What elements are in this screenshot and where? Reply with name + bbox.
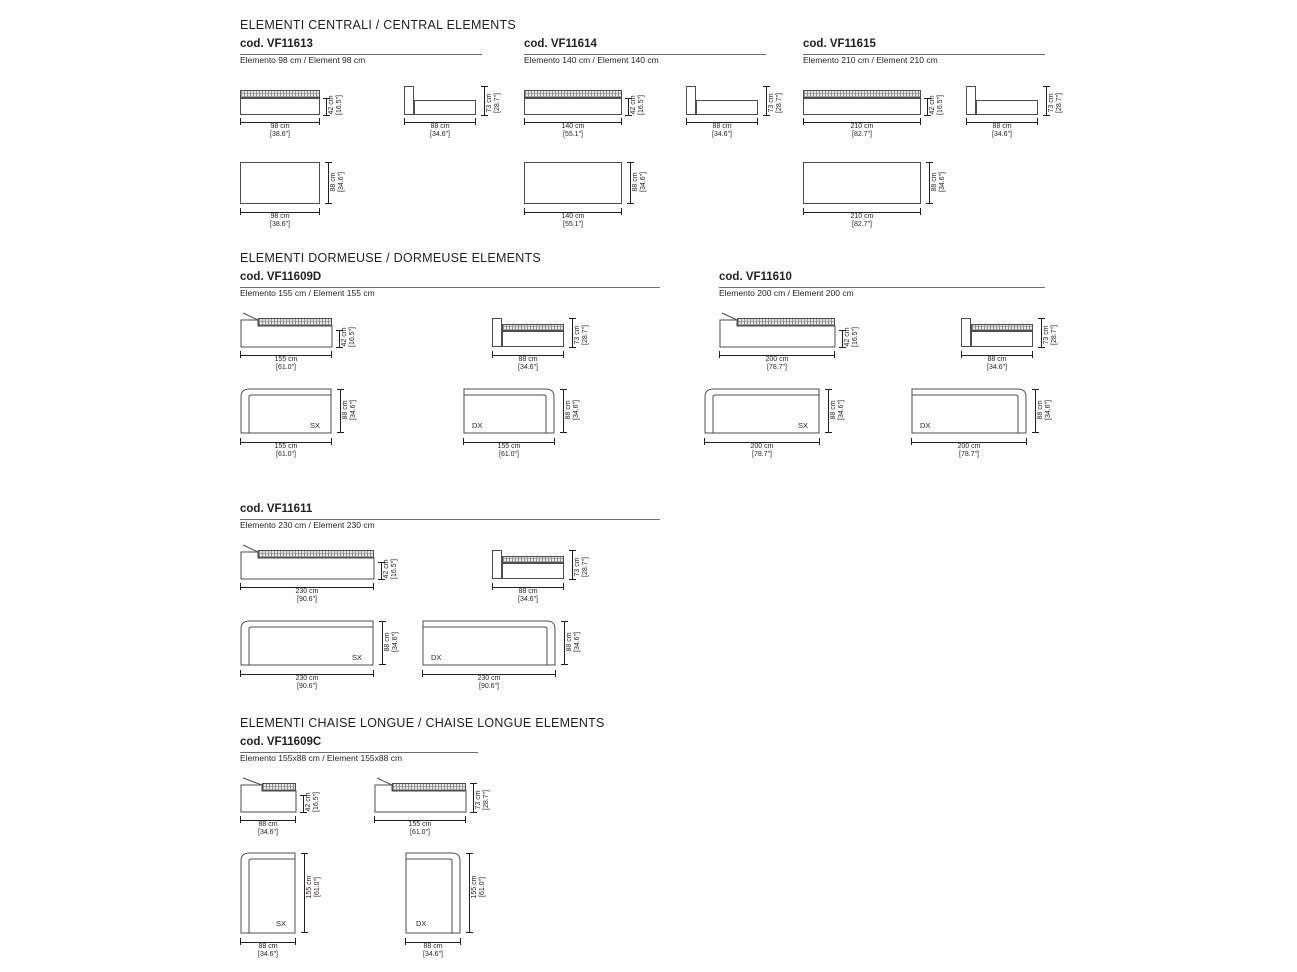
element-note-vf11611: Elemento 230 cm / Element 230 cm: [240, 520, 375, 530]
dim-depth-155: 155 cm [61.0"]: [306, 875, 321, 899]
dim-width-88: 88 cm [34.6"]: [430, 123, 450, 138]
figure-vf11615-front: [803, 78, 944, 138]
figure-vf11609d-side: [492, 310, 592, 371]
dim-height-42: 42 cm [16.5"]: [328, 95, 343, 115]
dim-width-88: 88 cm [34.6"]: [258, 821, 278, 836]
dim-width-88: 88 cm [34.6"]: [712, 123, 732, 138]
hand-label-dx: DX: [920, 421, 931, 430]
code-vf11609c: cod. VF11609C: [240, 736, 322, 748]
figure-vf11614-side: [686, 78, 786, 138]
dim-height-42: 42 cm [16.5"]: [844, 327, 859, 347]
dim-width-210: 210 cm [82.7"]: [850, 123, 874, 138]
figure-vf11614-plan: [524, 162, 664, 228]
dim-height-73: 73 cm [28.7"]: [574, 325, 589, 345]
dim-width-230: 230 cm [90.6"]: [477, 675, 501, 690]
dim-height-42: 42 cm [16.5"]: [305, 792, 320, 812]
element-note-vf11614: Elemento 140 cm / Element 140 cm: [524, 55, 659, 65]
dim-height-73: 73 cm [28.7"]: [475, 790, 490, 810]
code-vf11609d: cod. VF11609D: [240, 271, 322, 283]
element-note-vf11613: Elemento 98 cm / Element 98 cm: [240, 55, 366, 65]
hand-label-sx: SX: [276, 919, 287, 928]
hand-label-dx: DX: [416, 919, 427, 928]
dim-width-98: 98 cm [38.6"]: [270, 123, 290, 138]
figure-vf11613-plan: [240, 162, 360, 228]
dim-depth-88: 88 cm [34.6"]: [342, 400, 357, 420]
figure-vf11613-front: [240, 78, 343, 138]
dim-width-140: 140 cm [55.1"]: [561, 213, 585, 228]
element-note-vf11615: Elemento 210 cm / Element 210 cm: [803, 55, 938, 65]
hand-label-dx: DX: [472, 421, 483, 430]
figure-vf11611-plan-dx: [422, 620, 592, 692]
dim-depth-88: 88 cm [34.6"]: [1037, 400, 1052, 420]
section-title-central-elements: ELEMENTI CENTRALI / CENTRAL ELEMENTS: [240, 18, 516, 32]
dim-depth-155: 155 cm [61.0"]: [471, 875, 486, 899]
dim-height-42: 42 cm [16.5"]: [383, 559, 398, 579]
dim-height-73: 73 cm [28.7"]: [1043, 325, 1058, 345]
dim-depth-88: 88 cm [34.6"]: [565, 400, 580, 420]
figure-vf11611-side: [492, 542, 592, 603]
dim-width-230: 230 cm [90.6"]: [295, 588, 319, 603]
dim-width-210: 210 cm [82.7"]: [850, 213, 874, 228]
element-note-vf11609c: Elemento 155x88 cm / Element 155x88 cm: [240, 753, 403, 763]
element-note-vf11610: Elemento 200 cm / Element 200 cm: [719, 288, 854, 298]
dim-width-230: 230 cm [90.6"]: [295, 675, 319, 690]
figure-vf11609d-plan-dx: [463, 388, 593, 460]
figure-vf11609d-plan-sx: [240, 388, 370, 460]
dim-width-88: 88 cm [34.6"]: [518, 356, 538, 371]
figure-vf11611-plan-sx: [240, 620, 410, 692]
figure-vf11610-front: [719, 310, 859, 371]
figure-vf11609c-front: [240, 775, 350, 836]
hand-label-sx: SX: [352, 653, 363, 662]
dim-width-155: 155 cm [61.0"]: [274, 356, 298, 371]
dim-width-88: 88 cm [34.6"]: [258, 943, 278, 958]
dim-width-88: 88 cm [34.6"]: [518, 588, 538, 603]
figure-vf11609c-plan-sx: [240, 852, 350, 957]
dim-width-155: 155 cm [61.0"]: [274, 443, 298, 458]
figure-vf11610-plan-dx: [911, 388, 1061, 460]
figure-vf11611-front: [240, 542, 400, 603]
code-vf11613: cod. VF11613: [240, 38, 313, 50]
dim-height-73: 73 cm [28.7"]: [1048, 93, 1063, 113]
dim-depth-88: 88 cm [34.6"]: [632, 172, 647, 192]
dim-width-98: 98 cm [38.6"]: [270, 213, 290, 228]
dim-height-73: 73 cm [28.7"]: [768, 93, 783, 113]
dim-width-200: 200 cm [78.7"]: [750, 443, 774, 458]
figure-vf11610-side: [961, 310, 1061, 371]
dim-depth-88: 88 cm [34.6"]: [330, 172, 345, 192]
dim-depth-88: 88 cm [34.6"]: [931, 172, 946, 192]
code-vf11611: cod. VF11611: [240, 503, 313, 515]
figure-vf11615-side: [966, 78, 1066, 138]
dim-width-155: 155 cm [61.0"]: [408, 821, 432, 836]
dim-depth-88: 88 cm [34.6"]: [830, 400, 845, 420]
dim-width-88: 88 cm [34.6"]: [423, 943, 443, 958]
dim-width-155: 155 cm [61.0"]: [497, 443, 521, 458]
dim-height-42: 42 cm [16.5"]: [929, 95, 944, 115]
figure-vf11614-front: [524, 78, 645, 138]
dim-width-200: 200 cm [78.7"]: [765, 356, 789, 371]
dim-height-42: 42 cm [16.5"]: [630, 95, 645, 115]
dim-height-73: 73 cm [28.7"]: [574, 557, 589, 577]
dim-height-42: 42 cm [16.5"]: [341, 327, 356, 347]
figure-vf11615-plan: [803, 162, 963, 228]
dim-height-73: 73 cm [28.7"]: [486, 93, 501, 113]
dim-width-88: 88 cm [34.6"]: [987, 356, 1007, 371]
figure-vf11609d-front: [240, 310, 360, 371]
code-vf11610: cod. VF11610: [719, 271, 792, 283]
dim-depth-88: 88 cm [34.6"]: [384, 632, 399, 652]
hand-label-sx: SX: [798, 421, 809, 430]
dim-width-140: 140 cm [55.1"]: [561, 123, 585, 138]
figure-vf11609c-plan-dx: [405, 852, 515, 957]
element-note-vf11609d: Elemento 155 cm / Element 155 cm: [240, 288, 375, 298]
section-title-dormeuse-elements: ELEMENTI DORMEUSE / DORMEUSE ELEMENTS: [240, 251, 541, 265]
code-vf11614: cod. VF11614: [524, 38, 597, 50]
figure-vf11610-plan-sx: [704, 388, 854, 460]
code-vf11615: cod. VF11615: [803, 38, 876, 50]
figure-vf11613-side: [404, 78, 504, 138]
hand-label-dx: DX: [431, 653, 442, 662]
dim-width-200: 200 cm [78.7"]: [957, 443, 981, 458]
dim-depth-88: 88 cm [34.6"]: [566, 632, 581, 652]
hand-label-sx: SX: [310, 421, 321, 430]
figure-vf11609c-side: [374, 775, 504, 836]
dim-width-88: 88 cm [34.6"]: [992, 123, 1012, 138]
section-title-chaise-longue-elements: ELEMENTI CHAISE LONGUE / CHAISE LONGUE ELEMENTS: [240, 716, 605, 730]
